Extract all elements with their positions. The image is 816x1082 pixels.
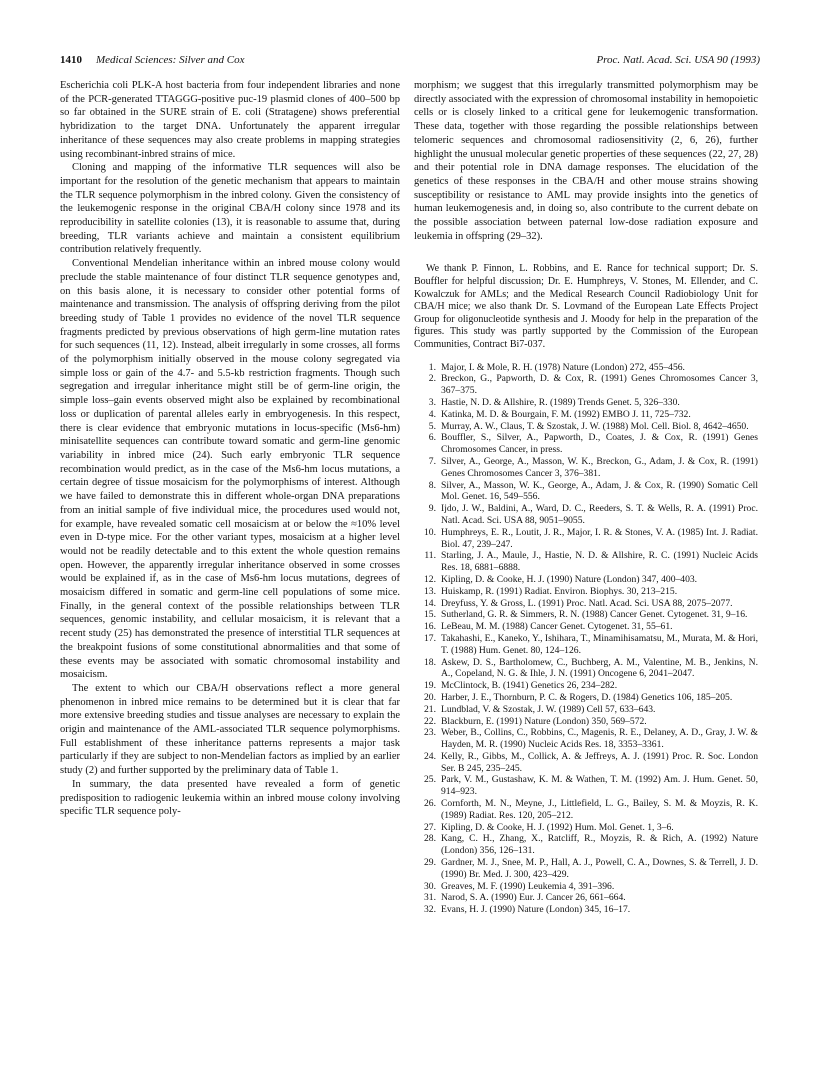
reference-item xyxy=(414,586,758,598)
reference-item xyxy=(414,432,758,456)
body-paragraph: Cloning and mapping of the informative TLR sequences will also be important for the resolution of the genetic mechanism that appears to maintain the TLR sequence polymorphism in the inbred colony. Given the consistency of the leukemogenic response in the original CBA/H colony since 1978 and its reproducibility in satellite colonies (13), it is reasonable to assume that, during breeding, TLR variants achieve and maintain a consistent equilibrium contribution relatively frequently. xyxy=(60,162,400,256)
reference-item xyxy=(414,833,758,857)
reference-number: 26. xyxy=(424,798,436,810)
reference-text: Evans, H. J. (1990) Nature (London) 345, 16–17. xyxy=(441,904,631,916)
reference-item xyxy=(414,609,758,621)
reference-number: 16. xyxy=(424,621,436,633)
body-paragraph: The extent to which our CBA/H observations reflect a more general phenomenon in inbred mice remains to be determined but it is clear that far more extensive breeding studies and tissue analyses are necessary to explain the origin and maintenance of the AML-associated TLR sequence polymorphisms. Full establishment of these inheritance patterns represents a major task particularly if they are subject to non-Mendelian factors as implied by an earlier study (2) and further supported by the preliminary data of Table 1. xyxy=(60,682,400,777)
reference-number: 32. xyxy=(424,904,436,916)
reference-item xyxy=(414,716,758,728)
reference-text: Weber, B., Collins, C., Robbins, C., Magenis, R. E., Delaney, A. D., Gray, J. W. & Hayden, M. R. (1990) Nucleic Acids Res. 18, 3353–3361. xyxy=(441,727,758,751)
right-column xyxy=(414,79,758,916)
reference-text: Kang, C. H., Zhang, X., Ratcliff, R., Moyzis, R. & Rich, A. (1992) Nature (London) 356, 126–131. xyxy=(441,833,758,857)
reference-item xyxy=(414,456,758,480)
reference-text: Cornforth, M. N., Meyne, J., Littlefield, L. G., Bailey, S. M. & Moyzis, R. K. (1989) Radiat. Res. 120, 205–212. xyxy=(441,798,758,821)
reference-item xyxy=(414,550,758,574)
reference-text: Humphreys, E. R., Loutit, J. R., Major, I. R. & Stones, V. A. (1985) Int. J. Radiat. Biol. 47, 239–247. xyxy=(441,526,758,550)
reference-text: Kelly, R., Gibbs, M., Collick, A. & Jeffreys, A. J. (1991) Proc. R. Soc. London Ser. B 245, 235–245. xyxy=(441,750,758,774)
reference-number: 24. xyxy=(424,750,436,762)
reference-number: 15. xyxy=(424,609,436,621)
reference-number: 2. xyxy=(428,373,436,385)
reference-text: Ijdo, J. W., Baldini, A., Ward, D. C., Reeders, S. T. & Wells, R. A. (1991) Proc. Natl. Acad. Sci. USA 88, 9051–9055. xyxy=(441,503,758,526)
reference-number: 30. xyxy=(424,880,436,892)
reference-item xyxy=(414,704,758,716)
body-paragraph: morphism; we suggest that this irregularly transmitted polymorphism may be directly associated with the expression of chromosomal instability in hemopoietic cells or is closely linked to a critical gene for leukemogenic transformation. These data, together with those regarding the possible relationships between telomeric sequences and chromosomal radiosensitivity (2, 6, 26), further highlight the unusual molecular genetic properties of these sequences (22, 27, 28) and their potential role in DNA damage responses. The elucidation of the genetics of these responses in the CBA/H and other mouse strains showing susceptibility or resistance to AML may provide insights into the genetics of human leukemogenesis and, in doing so, also contribute to the current debate on the possible association between paternal low-dose radiation exposure and leukemia in offspring (29–32). xyxy=(414,80,758,242)
reference-number: 25. xyxy=(424,774,436,786)
reference-item xyxy=(414,904,758,916)
reference-item xyxy=(414,892,758,904)
reference-number: 8. xyxy=(428,479,436,491)
reference-text: Starling, J. A., Maule, J., Hastie, N. D. & Allshire, R. C. (1991) Nucleic Acids Res. 18, 6881–6888. xyxy=(441,550,758,574)
reference-item xyxy=(414,362,758,374)
reference-number: 6. xyxy=(428,432,436,444)
reference-item xyxy=(414,692,758,704)
running-section-title: Medical Sciences: Silver and Cox xyxy=(96,54,245,66)
reference-text: Askew, D. S., Bartholomew, C., Buchberg, A. M., Valentine, M. B., Jenkins, N. A., Copeland, N. G. & Ihle, J. N. (1991) Oncogene 6, 2041–2047. xyxy=(441,656,758,680)
reference-text: Breckon, G., Papworth, D. & Cox, R. (1991) Genes Chromosomes Cancer 3, 367–375. xyxy=(441,373,758,397)
reference-number: 17. xyxy=(424,632,436,644)
left-column xyxy=(60,79,400,819)
reference-item xyxy=(414,751,758,775)
reference-number: 27. xyxy=(424,821,436,833)
reference-text: Gardner, M. J., Snee, M. P., Hall, A. J., Powell, C. A., Downes, S. & Terrell, J. D. (1990) Br. Med. J. 300, 423–429. xyxy=(441,857,758,880)
reference-text: Bouffler, S., Silver, A., Papworth, D., Coates, J. & Cox, R. (1991) Genes Chromosomes Cancer, in press. xyxy=(441,432,758,456)
reference-text: Silver, A., Masson, W. K., George, A., Adam, J. & Cox, R. (1990) Somatic Cell Mol. Genet. 16, 549–556. xyxy=(441,479,758,503)
reference-text: Blackburn, E. (1991) Nature (London) 350, 569–572. xyxy=(441,715,647,727)
reference-text: Kipling, D. & Cooke, H. J. (1992) Hum. Mol. Genet. 1, 3–6. xyxy=(441,821,674,833)
reference-number: 1. xyxy=(428,361,436,373)
reference-item xyxy=(414,727,758,751)
page-header xyxy=(60,54,760,70)
reference-number: 7. xyxy=(428,455,436,467)
body-paragraph: Conventional Mendelian inheritance within an inbred mouse colony would preclude the stable maintenance of four distinct TLR sequence genotypes and, on this basis alone, it is necessary to consider other potential forms of maintenance and transmission. The analysis of offspring deriving from the pilot breeding study of Table 1 provides no evidence of the novel TLR sequence fragments predicted by previous observations of high germ-line mutation rates for such sequences (11, 12). Instead, albeit irregularly in some crosses, all forms of the polymorphism initially observed in the mouse colony segregated via simple loss or gain of the 4.7- and 5.5-kb restriction fragments. Though such segregation and irregular inheritance might still be of germ-line origin, the simple loss–gain events observed might also be explained by recombinational loss or duplication of parental alleles early in embryogenesis. In this respect, there is clear evidence that embryonic mutations in locus-specific (Ms6-hm) minisatellite sequences can contribute toward somatic and germ-line genomic variability in inbred mice (24). Such early embryonic TLR sequence recombination would predict, as in the case of the Ms6-hm locus mutations, a certain degree of tissue mosaicism for the polymorphisms of interest. Although we have failed to demonstrate this in different whole-organ DNA preparations from an initial sample of five individual mice, the procedures used would not, for example, have revealed somatic cell mosaicism at or below the ≈10% level even in D-type mice. For the other variant types, mosaicism at a higher level would not be readily detectable and to this extent the whole question remains open. However, the apparently irregular inheritance observed in some crosses would be explained if, as in the case of Ms6-hm locus mutations, degrees of mosaicism differed in somatic and germ-line cell populations of some mice. Finally, in the general context of the possible relationships between TLR sequences, genomic instability, and cellular mosaicism, it is relevant that a recent study (25) has demonstrated the presence of interstitial TLR sequences at the breakpoint fusions of some constitutional abnormalities and that some of these events may be associated with somatic chromosomal instability and mosaicism. xyxy=(60,258,400,681)
reference-number: 9. xyxy=(428,503,436,515)
reference-number: 11. xyxy=(424,550,436,562)
page-number: 1410 xyxy=(60,54,82,66)
reference-item xyxy=(414,657,758,681)
reference-text: Narod, S. A. (1990) Eur. J. Cancer 26, 661–664. xyxy=(441,892,626,904)
reference-text: Murray, A. W., Claus, T. & Szostak, J. W. (1988) Mol. Cell. Biol. 8, 4642–4650. xyxy=(441,420,749,432)
reference-list xyxy=(414,362,758,916)
reference-number: 29. xyxy=(424,857,436,869)
reference-item xyxy=(414,598,758,610)
reference-item xyxy=(414,774,758,798)
reference-text: Lundblad, V. & Szostak, J. W. (1989) Cell 57, 633–643. xyxy=(441,703,656,715)
reference-text: Hastie, N. D. & Allshire, R. (1989) Trends Genet. 5, 326–330. xyxy=(441,396,680,408)
reference-item xyxy=(414,680,758,692)
reference-text: Greaves, M. F. (1990) Leukemia 4, 391–396. xyxy=(441,880,615,892)
reference-number: 18. xyxy=(424,656,436,668)
reference-number: 28. xyxy=(424,833,436,845)
reference-item xyxy=(414,503,758,527)
reference-item xyxy=(414,480,758,504)
reference-item xyxy=(414,857,758,881)
reference-number: 3. xyxy=(428,396,436,408)
reference-text: Takahashi, E., Kaneko, Y., Ishihara, T., Minamihisamatsu, M., Murata, M. & Hori, T. (1988) Hum. Genet. 80, 124–126. xyxy=(441,632,758,656)
reference-text: LeBeau, M. M. (1988) Cancer Genet. Cytogenet. 31, 55–61. xyxy=(441,621,673,633)
reference-item xyxy=(414,409,758,421)
reference-text: Harber, J. E., Thornburn, P. C. & Rogers, D. (1984) Genetics 106, 185–205. xyxy=(441,691,733,703)
reference-item xyxy=(414,881,758,893)
reference-text: Park, V. M., Gustashaw, K. M. & Wathen, T. M. (1992) Am. J. Hum. Genet. 50, 914–923. xyxy=(441,774,758,798)
reference-number: 31. xyxy=(424,892,436,904)
reference-number: 20. xyxy=(424,691,436,703)
body-paragraph: In summary, the data presented have revealed a form of genetic predisposition to radiogenic leukemia within an inbred mouse colony involving specific TLR sequence poly- xyxy=(60,778,400,818)
reference-text: McClintock, B. (1941) Genetics 26, 234–282. xyxy=(441,680,618,692)
reference-text: Kipling, D. & Cooke, H. J. (1990) Nature (London) 347, 400–403. xyxy=(441,573,698,585)
reference-text: Dreyfuss, Y. & Gross, L. (1991) Proc. Natl. Acad. Sci. USA 88, 2075–2077. xyxy=(441,597,733,609)
reference-text: Silver, A., George, A., Masson, W. K., Breckon, G., Adam, J. & Cox, R. (1991) Genes Chromosomes Cancer 3, 376–381. xyxy=(441,455,758,479)
reference-item xyxy=(414,421,758,433)
reference-text: Sutherland, G. R. & Simmers, R. N. (1988) Cancer Genet. Cytogenet. 31, 9–16. xyxy=(441,609,748,621)
reference-text: Katinka, M. D. & Bourgain, F. M. (1992) EMBO J. 11, 725–732. xyxy=(441,408,691,420)
reference-number: 4. xyxy=(428,408,436,420)
reference-item xyxy=(414,621,758,633)
reference-text: Huiskamp, R. (1991) Radiat. Environ. Biophys. 30, 213–215. xyxy=(441,585,678,597)
reference-item xyxy=(414,633,758,657)
reference-item xyxy=(414,397,758,409)
reference-item xyxy=(414,798,758,822)
reference-item xyxy=(414,373,758,397)
reference-number: 5. xyxy=(428,420,436,432)
reference-item xyxy=(414,822,758,834)
reference-text: Major, I. & Mole, R. H. (1978) Nature (London) 272, 455–456. xyxy=(441,361,685,373)
reference-number: 21. xyxy=(424,703,436,715)
reference-number: 22. xyxy=(424,715,436,727)
reference-number: 10. xyxy=(424,526,436,538)
journal-citation: Proc. Natl. Acad. Sci. USA 90 (1993) xyxy=(596,54,760,66)
reference-item xyxy=(414,527,758,551)
reference-number: 14. xyxy=(424,597,436,609)
body-paragraph: Escherichia coli PLK-A host bacteria from four independent libraries and none of the PCR-generated TTAGGG-positive puc-19 plasmid clones of 400–500 bp so far obtained in the SURE strain of E. coli (Stratagene) shows preferential hybridization to the target DNA. Unfortunately the apparent irregular inheritance of these sequences may also create problems in mapping strategies using recombinant-inbred strains of mice. xyxy=(60,80,400,160)
reference-number: 19. xyxy=(424,680,436,692)
reference-number: 13. xyxy=(424,585,436,597)
reference-number: 23. xyxy=(424,727,436,739)
acknowledgment-paragraph: We thank P. Finnon, L. Robbins, and E. Rance for technical support; Dr. S. Bouffler for helpful discussion; Dr. E. Humphreys, V. Stones, M. Ellender, and C. Kowalczuk for AMLs; and the Medical Research Council Radiobiology Unit for CBA/H mice; we also thank Dr. S. Lovmand of the European Late Effects Project Group for oligonucleotide synthesis and J. Moody for help in the preparation of the figures. This study was partly supported by the Commission of the European Communities, Contract Bi7-037. xyxy=(414,263,758,350)
reference-item xyxy=(414,574,758,586)
reference-number: 12. xyxy=(424,573,436,585)
